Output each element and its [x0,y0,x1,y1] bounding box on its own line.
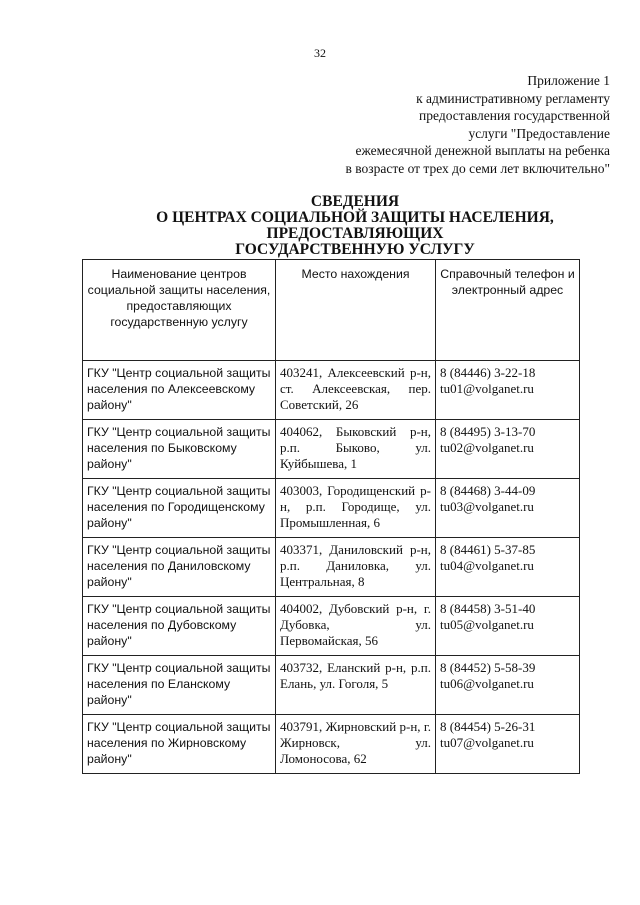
center-name: ГКУ "Центр социальной защиты населения по Даниловскому району" [83,538,276,597]
center-address: 403241, Алексеевский р-н, ст. Алексеевская, пер. Советский, 26 [276,361,436,420]
center-email: tu05@volganet.ru [440,617,534,632]
page-number: 32 [314,46,326,60]
center-phone: 8 (84454) 5-26-31 [440,719,536,734]
center-name: ГКУ "Центр социальной защиты населения по Городищенскому району" [83,479,276,538]
center-address: 403791, Жирновский р-н, г. Жирновск, ул. Ломоносова, 62 [276,715,436,774]
center-address: 404002, Дубовский р-н, г. Дубовка, ул. Первомайская, 56 [276,597,436,656]
center-phone: 8 (84452) 5-58-39 [440,660,536,675]
center-phone: 8 (84468) 3-44-09 [440,483,536,498]
appendix-line: в возрасте от трех до семи лет включительно" [345,160,610,176]
table-row [83,538,580,597]
center-email: tu03@volganet.ru [440,499,534,514]
center-name: ГКУ "Центр социальной защиты населения по Еланскому району" [83,656,276,715]
center-email: tu07@volganet.ru [440,735,534,750]
center-contact [436,479,580,538]
center-contact [436,420,580,479]
appendix-line: Приложение 1 [527,73,610,88]
heading-line: ГОСУДАРСТВЕННУЮ УСЛУГУ [235,241,475,258]
table-row [83,715,580,774]
header-address: Место нахождения [276,260,436,361]
appendix-line: к административному регламенту [416,90,610,106]
heading-line: ПРЕДОСТАВЛЯЮЩИХ [266,225,444,242]
appendix-line: предоставления государственной [419,108,610,123]
center-contact [436,361,580,420]
table-row [83,597,580,656]
appendix-line: ежемесячной денежной выплаты на ребенка [355,143,610,158]
center-name: ГКУ "Центр социальной защиты населения по Быковскому району" [83,420,276,479]
center-name: ГКУ "Центр социальной защиты населения по Жирновскому району" [83,715,276,774]
center-email: tu06@volganet.ru [440,676,534,691]
center-phone: 8 (84458) 3-51-40 [440,601,536,616]
header-contact: Справочный телефон и электронный адрес [436,260,580,361]
center-email: tu04@volganet.ru [440,558,534,573]
center-phone: 8 (84495) 3-13-70 [440,424,536,439]
center-name: ГКУ "Центр социальной защиты населения по Дубовскому району" [83,597,276,656]
center-email: tu02@volganet.ru [440,440,534,455]
center-phone: 8 (84461) 5-37-85 [440,542,536,557]
heading-line: О ЦЕНТРАХ СОЦИАЛЬНОЙ ЗАЩИТЫ НАСЕЛЕНИЯ, [156,209,554,226]
center-address: 403003, Городищенский р-н, р.п. Городище, ул. Промышленная, 6 [276,479,436,538]
center-name: ГКУ "Центр социальной защиты населения по Алексеевскому району" [83,361,276,420]
appendix-note [345,72,610,177]
table-row [83,479,580,538]
appendix-line: услуги "Предоставление [468,125,610,141]
center-address: 403732, Еланский р-н, р.п. Елань, ул. Гоголя, 5 [276,656,436,715]
table-row [83,656,580,715]
centers-table [82,259,580,774]
center-phone: 8 (84446) 3-22-18 [440,365,536,380]
center-contact [436,715,580,774]
table-row [83,361,580,420]
table-header-row [83,260,580,361]
center-contact [436,656,580,715]
center-contact [436,597,580,656]
center-email: tu01@volganet.ru [440,381,534,396]
center-address: 404062, Быковский р-н, р.п. Быково, ул. Куйбышева, 1 [276,420,436,479]
center-address: 403371, Даниловский р-н, р.п. Даниловка, ул. Центральная, 8 [276,538,436,597]
center-contact [436,538,580,597]
header-name: Наименование центров социальной защиты населения, предоставляющих государственную услугу [83,260,276,361]
document-heading [60,194,640,258]
heading-line: СВЕДЕНИЯ [310,193,400,210]
table-row [83,420,580,479]
